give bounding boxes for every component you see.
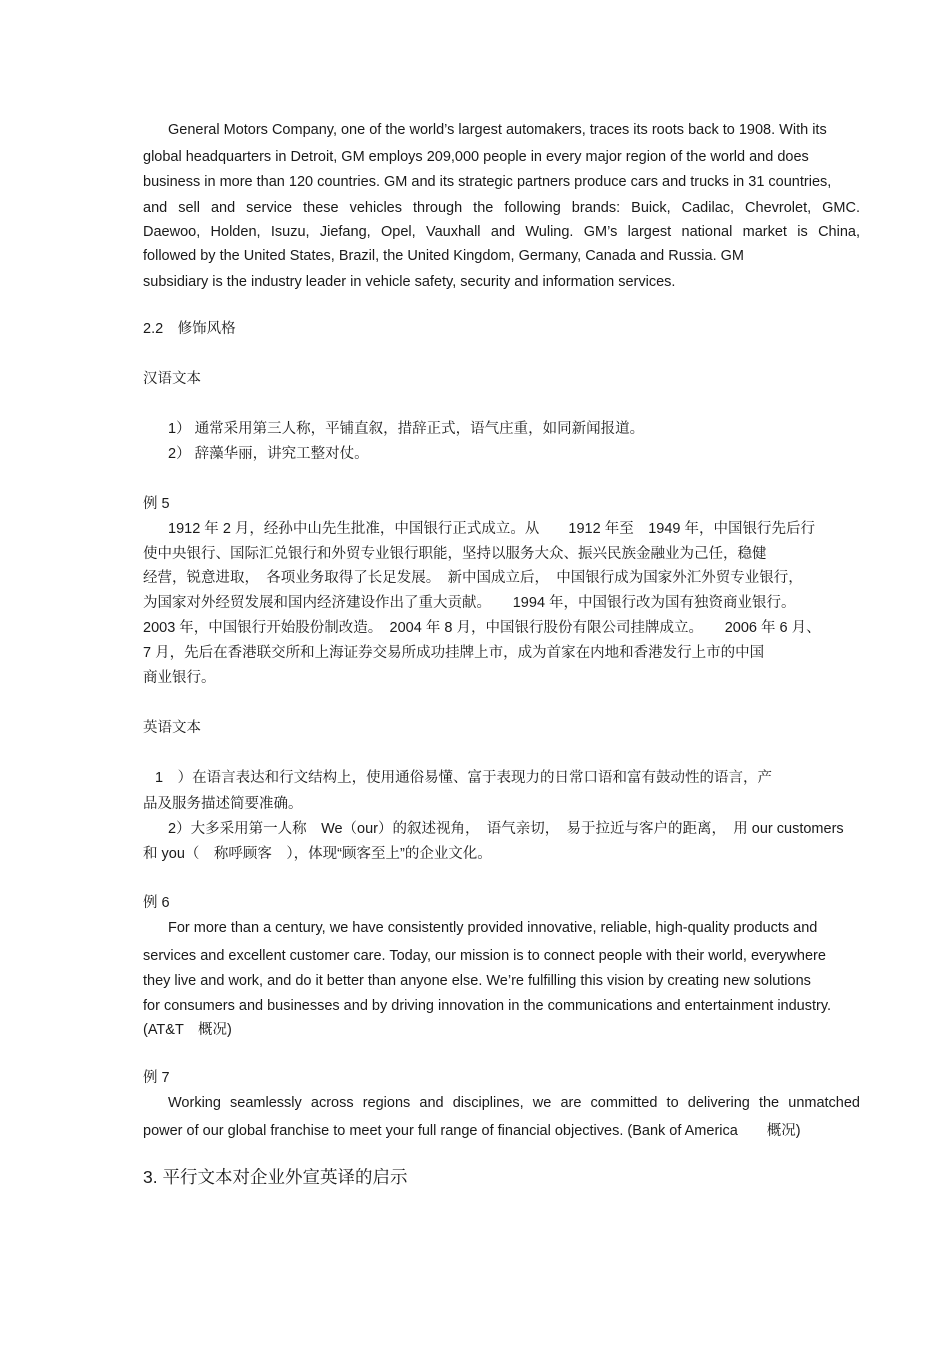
gm-paragraph-line: followed by the United States, Brazil, the United Kingdom, Germany, Canada and Russia. GM: [143, 248, 744, 264]
chinese-point-1: 1） 通常采用第三人称，平铺直叙，措辞正式，语气庄重，如同新闻报道。: [168, 421, 645, 437]
example-5-line: 经营，锐意进取， 各项业务取得了长足发展。 新中国成立后， 中国银行成为国家外汇外贸专业银行，: [143, 570, 803, 586]
english-point-line: 和 you（ 称呼顾客 ），体现“顾客至上”的企业文化。: [143, 846, 492, 862]
section-heading-3: 3. 平行文本对企业外宣英译的启示: [143, 1167, 408, 1187]
english-point-line: 1 ）在语言表达和行文结构上，使用通俗易懂、富于表现力的日常口语和富有鼓动性的语言，产: [155, 770, 773, 786]
gm-paragraph-line: Daewoo, Holden, Isuzu, Jiefang, Opel, Vauxhall and Wuling. GM’s largest national market is China,: [143, 224, 860, 240]
gm-paragraph-line: and sell and service these vehicles through the following brands: Buick, Cadilac, Chevrolet, GMC.: [143, 200, 860, 216]
example-6-line: (AT&T 概况): [143, 1022, 232, 1038]
example-6-line: For more than a century, we have consistently provided innovative, reliable, high-quality products and: [168, 920, 818, 936]
section-heading-2-2: 2.2 修饰风格: [143, 321, 236, 337]
english-text-heading: 英语文本: [143, 720, 201, 736]
gm-paragraph-line: subsidiary is the industry leader in vehicle safety, security and information services.: [143, 274, 676, 290]
example-6-line: for consumers and businesses and by driving innovation in the communications and entertainment industry.: [143, 998, 832, 1014]
english-point-line: 2）大多采用第一人称 We（our）的叙述视角， 语气亲切， 易于拉近与客户的距离， 用 our customers: [168, 821, 844, 837]
example-5-line: 2003 年，中国银行开始股份制改造。 2004 年 8 月，中国银行股份有限公司挂牌成立。 2006 年 6 月、: [143, 620, 821, 636]
example-5-label: 例 5: [143, 496, 170, 512]
example-7-line: power of our global franchise to meet your full range of financial objectives. (Bank of America 概况): [143, 1123, 801, 1139]
gm-paragraph-line: global headquarters in Detroit, GM employs 209,000 people in every major region of the world and does: [143, 149, 809, 165]
example-6-line: services and excellent customer care. Today, our mission is to connect people with their world, everywhere: [143, 948, 826, 964]
example-5-line: 1912 年 2 月，经孙中山先生批准，中国银行正式成立。从 1912 年至 1949 年，中国银行先后行: [168, 521, 815, 537]
example-5-line: 为国家对外经贸发展和国内经济建设作出了重大贡献。 1994 年，中国银行改为国有独资商业银行。: [143, 595, 796, 611]
chinese-text-heading: 汉语文本: [143, 371, 201, 387]
gm-paragraph-line: General Motors Company, one of the world’s largest automakers, traces its roots back to 1908. With its: [168, 122, 827, 138]
example-5-line: 使中央银行、国际汇兑银行和外贸专业银行职能，坚持以服务大众、振兴民族金融业为己任，稳健: [143, 546, 767, 562]
example-5-line: 7 月，先后在香港联交所和上海证券交易所成功挂牌上市，成为首家在内地和香港发行上市的中国: [143, 645, 765, 661]
gm-paragraph-line: business in more than 120 countries. GM and its strategic partners produce cars and trucks in 31 countries,: [143, 174, 832, 190]
example-5-line: 商业银行。: [143, 670, 216, 686]
example-6-line: they live and work, and do it better than anyone else. We’re fulfilling this vision by creating new solutions: [143, 973, 811, 989]
chinese-point-2: 2） 辞藻华丽，讲究工整对仗。: [168, 446, 369, 462]
english-point-line: 品及服务描述简要准确。: [143, 796, 303, 812]
example-6-label: 例 6: [143, 895, 170, 911]
example-7-label: 例 7: [143, 1070, 170, 1086]
example-7-line: Working seamlessly across regions and disciplines, we are committed to delivering the unmatched: [168, 1095, 860, 1111]
